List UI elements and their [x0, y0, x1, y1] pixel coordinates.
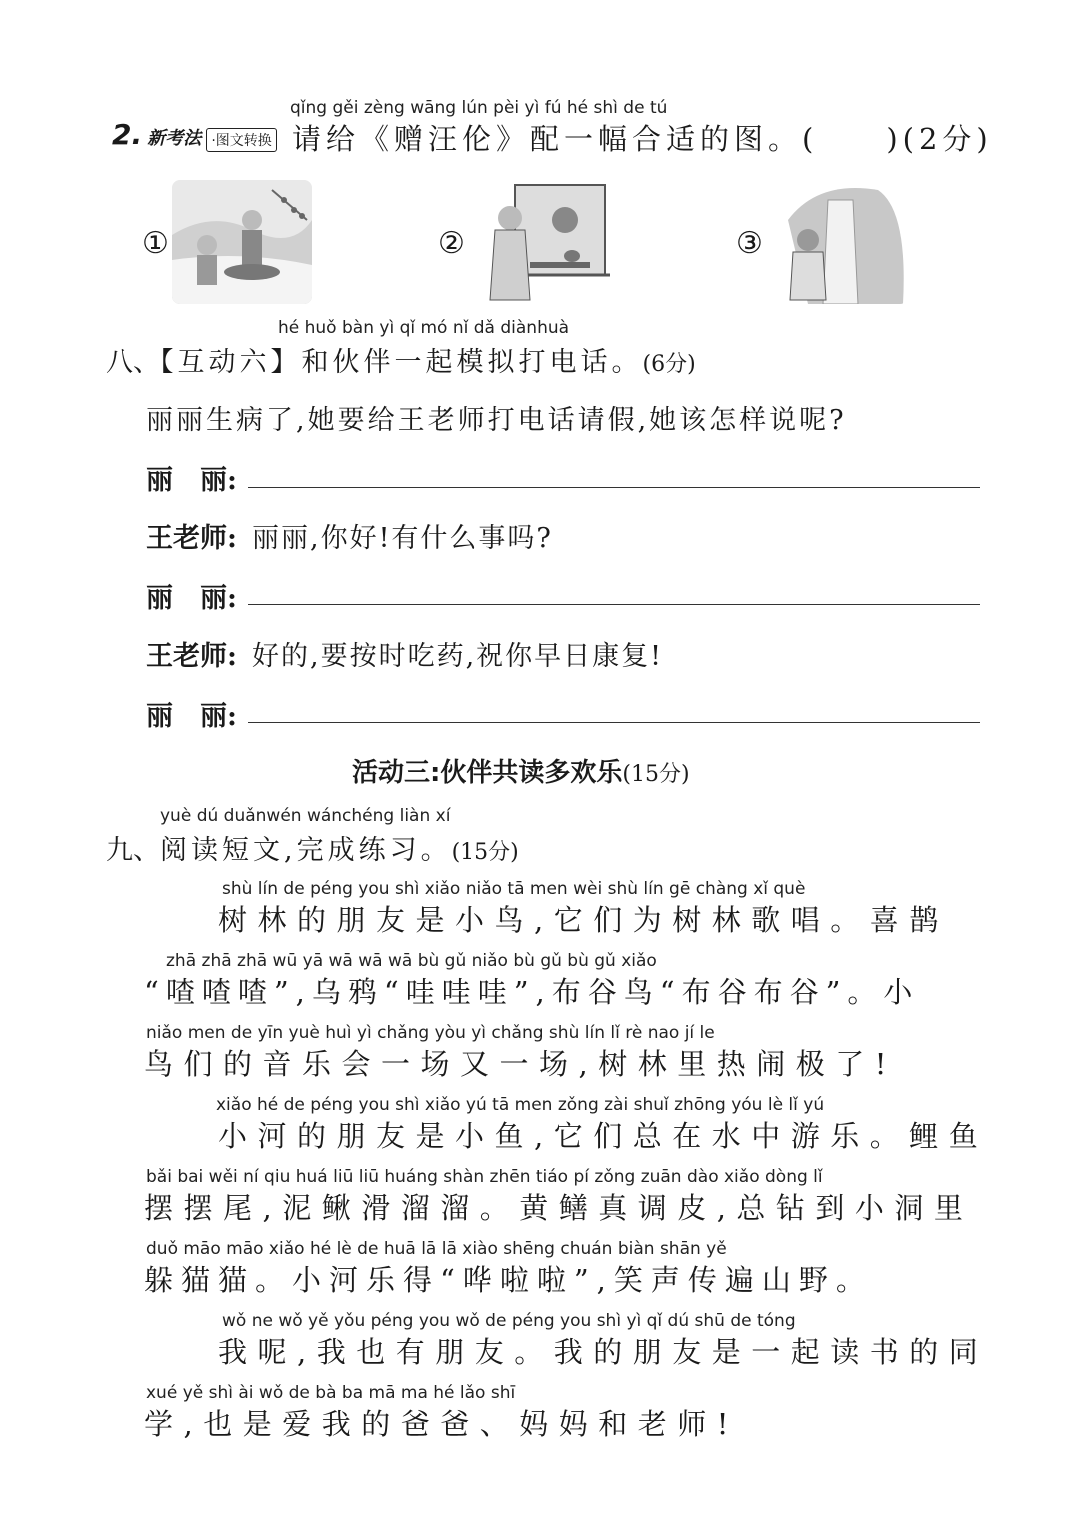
passage-pinyin-7: wǒ ne wǒ yě yǒu péng you wǒ de péng you shì yì qǐ dú shū de tóng: [222, 1311, 796, 1331]
dialogue-speaker-3: 丽 丽:: [146, 583, 237, 614]
dialogue-line-2: 丽丽,你好!有什么事吗?: [252, 523, 553, 554]
passage-line-6: 躲猫猫。小河乐得“哗啦啦”,笑声传遍山野。: [144, 1263, 873, 1297]
passage-pinyin-4: xiǎo hé de péng you shì xiǎo yú tā men zǒng zài shuǐ zhōng yóu lè lǐ yú: [216, 1095, 825, 1115]
passage-line-2: “喳喳喳”,乌鸦“哇哇哇”,布谷鸟“布谷布谷”。小: [144, 975, 920, 1009]
q2-pinyin: qǐng gěi zèng wāng lún pèi yì fú hé shì de tú: [290, 98, 668, 118]
passage-line-7: 我呢,我也有朋友。我的朋友是一起读书的同: [218, 1335, 989, 1369]
passage-pinyin-8: xué yě shì ài wǒ de bà ba mā ma hé lǎo shī: [146, 1383, 516, 1403]
passage-pinyin-1: shù lín de péng you shì xiǎo niǎo tā men wèi shù lín gē chàng xǐ què: [222, 879, 806, 899]
passage-pinyin-2: zhā zhā zhā wū yā wā wā wā bù gǔ niǎo bù gǔ bù gǔ xiǎo: [166, 951, 657, 971]
activity-3-heading: [352, 752, 690, 789]
activity-3-title: 活动三:伙伴共读多欢乐: [352, 758, 623, 788]
passage-line-5: 摆摆尾,泥鳅滑溜溜。黄鳝真调皮,总钻到小洞里: [144, 1191, 974, 1225]
q8-heading: [106, 340, 696, 379]
option-2-picture[interactable]: [470, 180, 610, 304]
q2-tag-main: 新考法: [147, 128, 202, 149]
q9-score: (15分): [451, 840, 519, 865]
q9-heading: [106, 828, 519, 867]
dialogue-speaker-1: 丽 丽:: [146, 465, 237, 496]
q2-question: 请给《赠汪伦》配一幅合适的图。( )(2分): [292, 122, 993, 156]
passage-line-4: 小河的朋友是小鱼,它们总在水中游乐。鲤鱼: [218, 1119, 989, 1153]
passage-pinyin-5: bǎi bai wěi ní qiu huá liū liū huáng shàn zhēn tiáo pí zǒng zuān dào xiǎo dòng lǐ: [146, 1167, 823, 1187]
answer-line-3[interactable]: [248, 722, 980, 723]
passage-line-1: 树林的朋友是小鸟,它们为树林歌唱。喜鹊: [218, 903, 949, 937]
dialogue-speaker-4: 王老师:: [146, 641, 237, 672]
dialogue-line-4: 好的,要按时吃药,祝你早日康复!: [252, 641, 664, 672]
q8-bracket: 【互动六】: [160, 347, 302, 378]
option-3-label[interactable]: ③: [736, 226, 763, 261]
q9-number: 九、: [106, 835, 160, 866]
dialogue-speaker-5: 丽 丽:: [146, 701, 237, 732]
q2-tag: ·图文转换: [206, 128, 276, 152]
river-farewell-illustration: [172, 180, 312, 304]
q2-number: 2.: [112, 118, 143, 151]
option-1-label[interactable]: ①: [142, 226, 169, 261]
q9-pinyin: yuè dú duǎnwén wánchéng liàn xí: [160, 806, 451, 826]
answer-line-1[interactable]: [248, 487, 980, 488]
dialogue-speaker-2: 王老师:: [146, 523, 237, 554]
passage-pinyin-6: duǒ māo māo xiǎo hé lè de huā lā lā xiào shēng chuán biàn shān yě: [146, 1239, 727, 1259]
option-2-label[interactable]: ②: [438, 226, 465, 261]
passage-line-3: 鸟们的音乐会一场又一场,树林里热闹极了!: [144, 1047, 897, 1081]
q2-header: [112, 118, 277, 152]
passage-pinyin-3: niǎo men de yīn yuè huì yì chǎng yòu yì chǎng shù lín lǐ rè nao jí le: [146, 1023, 715, 1043]
q8-number: 八、: [106, 347, 160, 378]
q9-title: 阅读短文,完成练习。: [160, 835, 452, 866]
activity-3-score: (15分): [622, 762, 690, 787]
q8-prompt: 丽丽生病了,她要给王老师打电话请假,她该怎样说呢?: [146, 405, 847, 436]
passage-line-8: 学,也是爱我的爸爸、妈妈和老师!: [144, 1407, 739, 1441]
waterfall-illustration: [768, 180, 908, 304]
q8-title: 和伙伴一起模拟打电话。: [301, 347, 643, 378]
answer-line-2[interactable]: [248, 604, 980, 605]
q8-pinyin: hé huǒ bàn yì qǐ mó nǐ dǎ diànhuà: [278, 318, 570, 338]
option-3-picture[interactable]: [768, 180, 908, 304]
q8-score: (6分): [642, 352, 696, 377]
option-1-picture[interactable]: [172, 180, 312, 304]
moon-window-illustration: [470, 180, 610, 304]
